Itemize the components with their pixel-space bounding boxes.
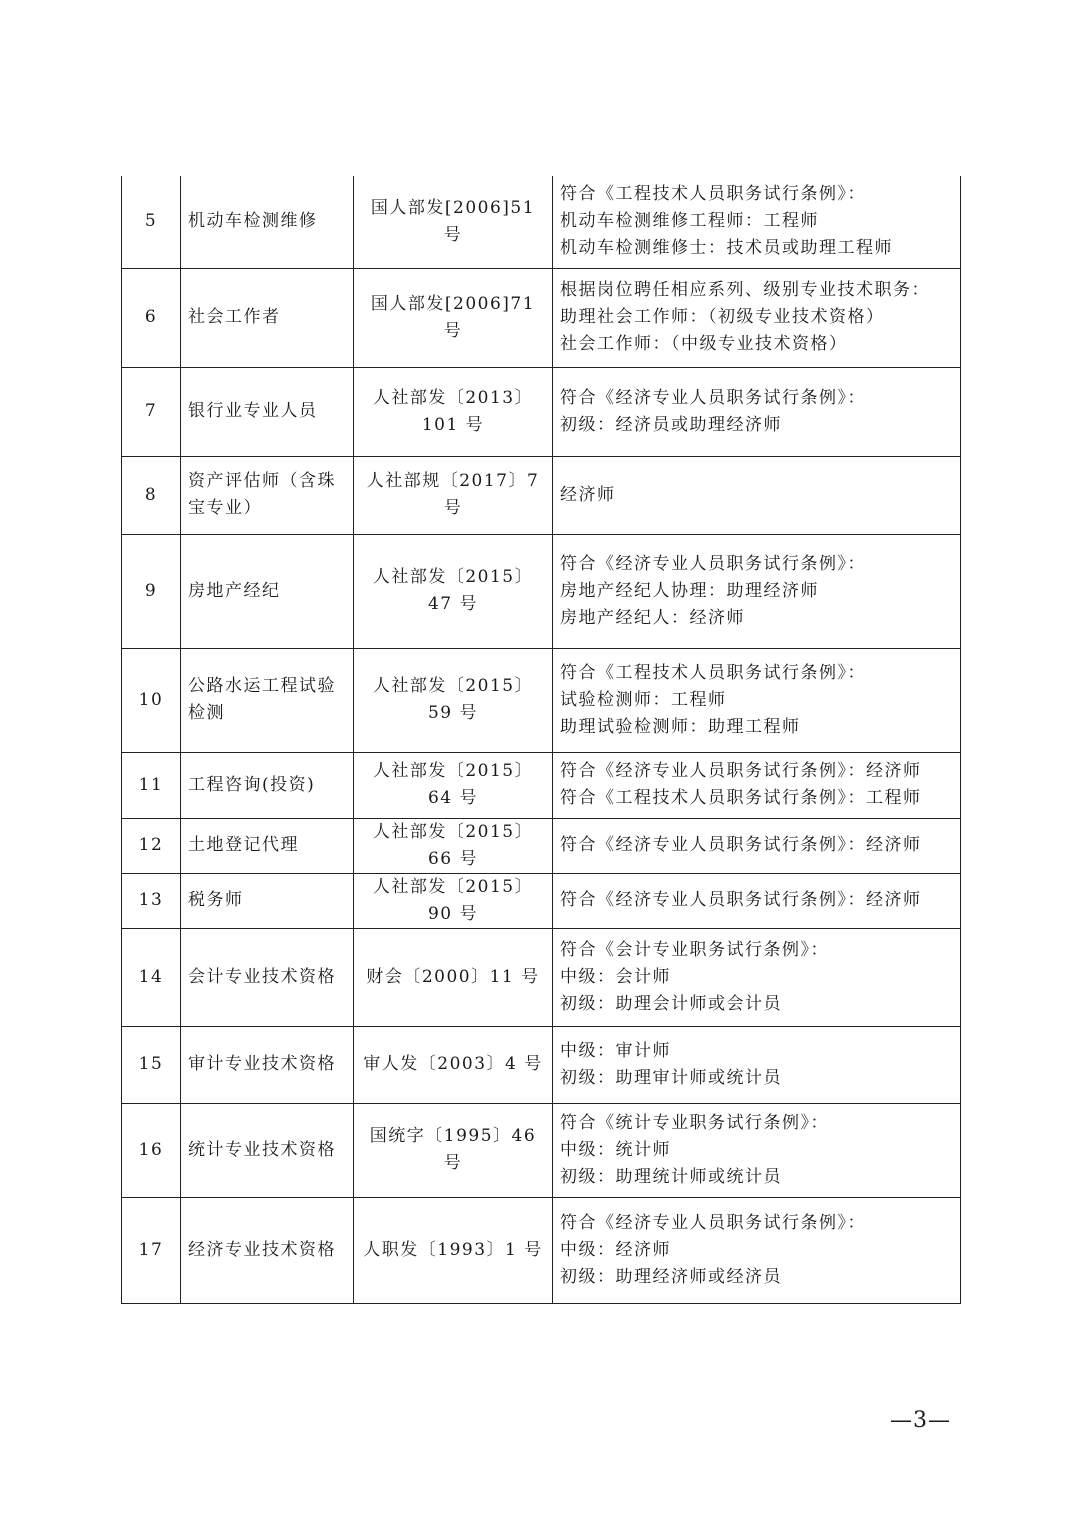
qualification-name: 房地产经纪 — [181, 534, 354, 648]
correspondence-line: 机动车检测维修士：技术员或助理工程师 — [560, 238, 893, 259]
table-row — [122, 534, 961, 648]
row-number: 11 — [122, 752, 181, 818]
correspondence-line: 符合《经济专业人员职务试行条例》：经济师 — [560, 835, 922, 855]
title-correspondence — [553, 268, 961, 367]
table-row — [122, 648, 961, 752]
document-number: 财会〔2000〕11 号 — [354, 928, 553, 1026]
title-correspondence — [553, 176, 961, 268]
table-row — [122, 818, 961, 873]
document-number: 人社部发〔2013〕101 号 — [354, 367, 553, 456]
correspondence-line: 初级：助理审计师或统计员 — [560, 1067, 782, 1088]
row-number: 5 — [122, 176, 181, 268]
document-number: 国人部发[2006]51 号 — [354, 176, 553, 268]
document-number: 国人部发[2006]71 号 — [354, 268, 553, 367]
correspondence-line: 机动车检测维修工程师：工程师 — [560, 211, 819, 232]
correspondence-line: 初级：助理经济师或经济员 — [560, 1266, 782, 1287]
title-correspondence — [553, 873, 961, 928]
table-row — [122, 176, 961, 268]
row-number: 13 — [122, 873, 181, 928]
correspondence-line: 中级：审计师 — [560, 1040, 671, 1061]
title-correspondence — [553, 818, 961, 873]
row-number: 17 — [122, 1197, 181, 1303]
row-number: 7 — [122, 367, 181, 456]
qualification-name: 银行业专业人员 — [181, 367, 354, 456]
correspondence-line: 根据岗位聘任相应系列、级别专业技术职务： — [560, 280, 930, 300]
correspondence-line: 符合《会计专业职务试行条例》： — [560, 939, 829, 960]
qualification-name: 统计专业技术资格 — [181, 1103, 354, 1197]
qualification-name: 资产评估师（含珠宝专业） — [181, 456, 354, 534]
title-correspondence — [553, 752, 961, 818]
correspondence-line: 符合《经济专业人员职务试行条例》：经济师 — [560, 761, 922, 781]
title-correspondence — [553, 367, 961, 456]
document-number: 人社部发〔2015〕47 号 — [354, 534, 553, 648]
document-number: 国统字〔1995〕46 号 — [354, 1103, 553, 1197]
table-body — [122, 176, 961, 1303]
document-number: 人社部发〔2015〕66 号 — [354, 818, 553, 873]
qualification-name: 审计专业技术资格 — [181, 1026, 354, 1103]
row-number: 12 — [122, 818, 181, 873]
correspondence-line: 房地产经纪人协理：助理经济师 — [560, 580, 819, 601]
correspondence-line: 试验检测师：工程师 — [560, 689, 727, 710]
document-number: 人社部规〔2017〕7 号 — [354, 456, 553, 534]
correspondence-line: 房地产经纪人：经济师 — [560, 607, 745, 628]
correspondence-line: 符合《经济专业人员职务试行条例》： — [560, 387, 866, 408]
title-correspondence — [553, 1026, 961, 1103]
correspondence-line: 初级：经济员或助理经济师 — [560, 414, 782, 435]
qualification-name: 社会工作者 — [181, 268, 354, 367]
table-row — [122, 873, 961, 928]
qualification-name: 公路水运工程试验检测 — [181, 648, 354, 752]
title-correspondence — [553, 928, 961, 1026]
correspondence-line: 初级：助理统计师或统计员 — [560, 1166, 782, 1187]
qualification-name: 机动车检测维修 — [181, 176, 354, 268]
qualification-name: 土地登记代理 — [181, 818, 354, 873]
row-number: 15 — [122, 1026, 181, 1103]
document-number: 人社部发〔2015〕64 号 — [354, 752, 553, 818]
row-number: 8 — [122, 456, 181, 534]
correspondence-line: 助理试验检测师：助理工程师 — [560, 716, 801, 737]
document-number: 人职发〔1993〕1 号 — [354, 1197, 553, 1303]
qualification-table — [121, 176, 961, 1304]
title-correspondence — [553, 648, 961, 752]
title-correspondence — [553, 456, 961, 534]
table-row — [122, 367, 961, 456]
page-number: —3— — [890, 1408, 951, 1433]
title-correspondence — [553, 1103, 961, 1197]
qualification-name: 会计专业技术资格 — [181, 928, 354, 1026]
correspondence-line: 社会工作师：（中级专业技术资格） — [560, 334, 848, 354]
row-number: 9 — [122, 534, 181, 648]
correspondence-line: 符合《工程技术人员职务试行条例》： — [560, 184, 866, 205]
correspondence-line: 中级：统计师 — [560, 1139, 671, 1160]
correspondence-line: 符合《工程技术人员职务试行条例》： — [560, 662, 866, 683]
title-correspondence — [553, 534, 961, 648]
correspondence-line: 符合《统计专业职务试行条例》： — [560, 1112, 829, 1133]
table-row — [122, 1026, 961, 1103]
correspondence-line: 经济师 — [560, 484, 616, 505]
correspondence-line: 中级：会计师 — [560, 966, 671, 987]
document-number: 人社部发〔2015〕59 号 — [354, 648, 553, 752]
correspondence-line: 符合《经济专业人员职务试行条例》： — [560, 1212, 866, 1233]
table-row — [122, 268, 961, 367]
correspondence-line: 符合《工程技术人员职务试行条例》：工程师 — [560, 788, 922, 808]
qualification-name: 经济专业技术资格 — [181, 1197, 354, 1303]
table-row — [122, 928, 961, 1026]
row-number: 16 — [122, 1103, 181, 1197]
table-row — [122, 456, 961, 534]
qualification-name: 税务师 — [181, 873, 354, 928]
qualification-name: 工程咨询(投资) — [181, 752, 354, 818]
row-number: 10 — [122, 648, 181, 752]
correspondence-line: 助理社会工作师：（初级专业技术资格） — [560, 307, 885, 327]
correspondence-line: 初级：助理会计师或会计员 — [560, 993, 782, 1014]
table-row — [122, 752, 961, 818]
document-number: 审人发〔2003〕4 号 — [354, 1026, 553, 1103]
correspondence-line: 中级：经济师 — [560, 1239, 671, 1260]
table-row — [122, 1103, 961, 1197]
document-number: 人社部发〔2015〕90 号 — [354, 873, 553, 928]
row-number: 14 — [122, 928, 181, 1026]
title-correspondence — [553, 1197, 961, 1303]
correspondence-line: 符合《经济专业人员职务试行条例》： — [560, 553, 866, 574]
table-row — [122, 1197, 961, 1303]
row-number: 6 — [122, 268, 181, 367]
correspondence-line: 符合《经济专业人员职务试行条例》：经济师 — [560, 890, 922, 910]
